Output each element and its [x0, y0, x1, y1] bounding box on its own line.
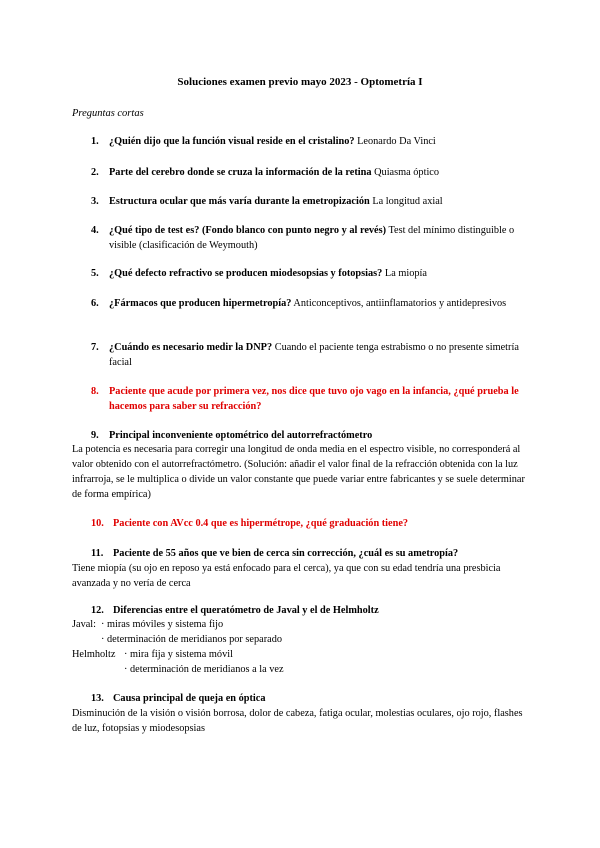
question-6	[91, 296, 531, 311]
question-text: Paciente que acude por primera vez, nos dice que tuvo ojo vago en la infancia, ¿qué prueba le hacemos para saber su refracción?	[109, 386, 519, 412]
question-number: 7.	[91, 342, 99, 353]
question-number: 8.	[91, 386, 99, 397]
question-text: ¿Quién dijo que la función visual reside en el cristalino?	[109, 136, 355, 147]
helmholtz-point-1: · mira fija y sistema móvil	[124, 649, 233, 660]
question-9	[91, 428, 531, 443]
question-number: 3.	[91, 196, 99, 207]
question-10	[91, 516, 531, 531]
question-text: Paciente de 55 años que ve bien de cerca sin corrección, ¿cuál es su ametropía?	[113, 548, 459, 559]
question-number: 11.	[91, 548, 104, 559]
question-2	[91, 165, 531, 180]
question-3	[91, 194, 531, 209]
question-number: 6.	[91, 298, 99, 309]
question-12	[91, 603, 531, 618]
question-11	[91, 546, 531, 561]
javal-label: Javal:	[72, 619, 97, 630]
answer-13: Disminución de la visión o visión borrosa, dolor de cabeza, fatiga ocular, molestias oculares, ojo rojo, flashes de luz, fotopsias y miodesopsias	[72, 708, 523, 734]
question-number: 10.	[91, 518, 104, 529]
javal-point-1: · miras móviles y sistema fijo	[101, 619, 224, 630]
answer-text: La miopía	[382, 268, 427, 279]
question-text: ¿Qué tipo de test es? (Fondo blanco con punto negro y al revés)	[109, 225, 387, 236]
answer-text: Anticonceptivos, antiinflamatorios y antidepresivos	[291, 298, 507, 309]
answer-text: La longitud axial	[369, 196, 443, 207]
question-text: ¿Cuándo es necesario medir la DNP?	[109, 342, 273, 353]
answer-text: Quiasma óptico	[371, 167, 440, 178]
answer-text: Test del mínimo distinguible o visible (clasificación de Weymouth)	[109, 225, 515, 251]
question-text: Parte del cerebro donde se cruza la información de la retina	[109, 167, 372, 178]
question-text: Principal inconveniente optométrico del autorrefractómetro	[109, 430, 373, 441]
question-number: 1.	[91, 136, 99, 147]
question-text: Diferencias entre el queratómetro de Javal y el de Helmholtz	[113, 605, 379, 616]
question-number: 5.	[91, 268, 99, 279]
question-text: Estructura ocular que más varía durante la emetropización	[109, 196, 370, 207]
answer-text: Cuando el paciente tenga estrabismo o no presente simetría facial	[109, 342, 519, 368]
question-1	[91, 134, 531, 149]
question-number: 4.	[91, 225, 99, 236]
question-text: Causa principal de queja en óptica	[113, 693, 266, 704]
document-title: Soluciones examen previo mayo 2023 - Optometría I	[177, 76, 423, 88]
question-number: 13.	[91, 693, 104, 704]
question-5	[91, 266, 531, 281]
answer-text: Leonardo Da Vinci	[354, 136, 436, 147]
javal-point-2: · determinación de meridianos por separado	[101, 634, 282, 645]
question-number: 12.	[91, 605, 104, 616]
question-8	[91, 384, 531, 414]
question-text: ¿Qué defecto refractivo se producen miodesopsias y fotopsias?	[109, 268, 383, 279]
question-text: Paciente con AVcc 0.4 que es hipermétrope, ¿qué graduación tiene?	[113, 518, 409, 529]
helmholtz-point-2: · determinación de meridianos a la vez	[124, 664, 284, 675]
helmholtz-label: Helmholtz	[72, 649, 116, 660]
question-text: ¿Fármacos que producen hipermetropía?	[109, 298, 292, 309]
question-7	[91, 340, 531, 370]
answer-11: Tiene miopía (su ojo en reposo ya está enfocado para el cerca), ya que con su edad tendría una presbicia avanzada y no vería de cerca	[72, 563, 501, 589]
question-number: 2.	[91, 167, 99, 178]
section-subtitle: Preguntas cortas	[72, 108, 144, 119]
question-number: 9.	[91, 430, 99, 441]
question-13	[91, 691, 531, 706]
answer-9: La potencia es necesaria para corregir una longitud de onda media en el espectro visible, no corresponderá al valor obtenido con el autorrefractómetro. (Solución: añadir el valor final de la refracción obtenida con la luz infrarroja, se le multiplica o divide un valor constante que puede variar entre fabricantes y se suele determinar de forma empírica)	[72, 444, 525, 500]
question-4	[91, 223, 531, 253]
